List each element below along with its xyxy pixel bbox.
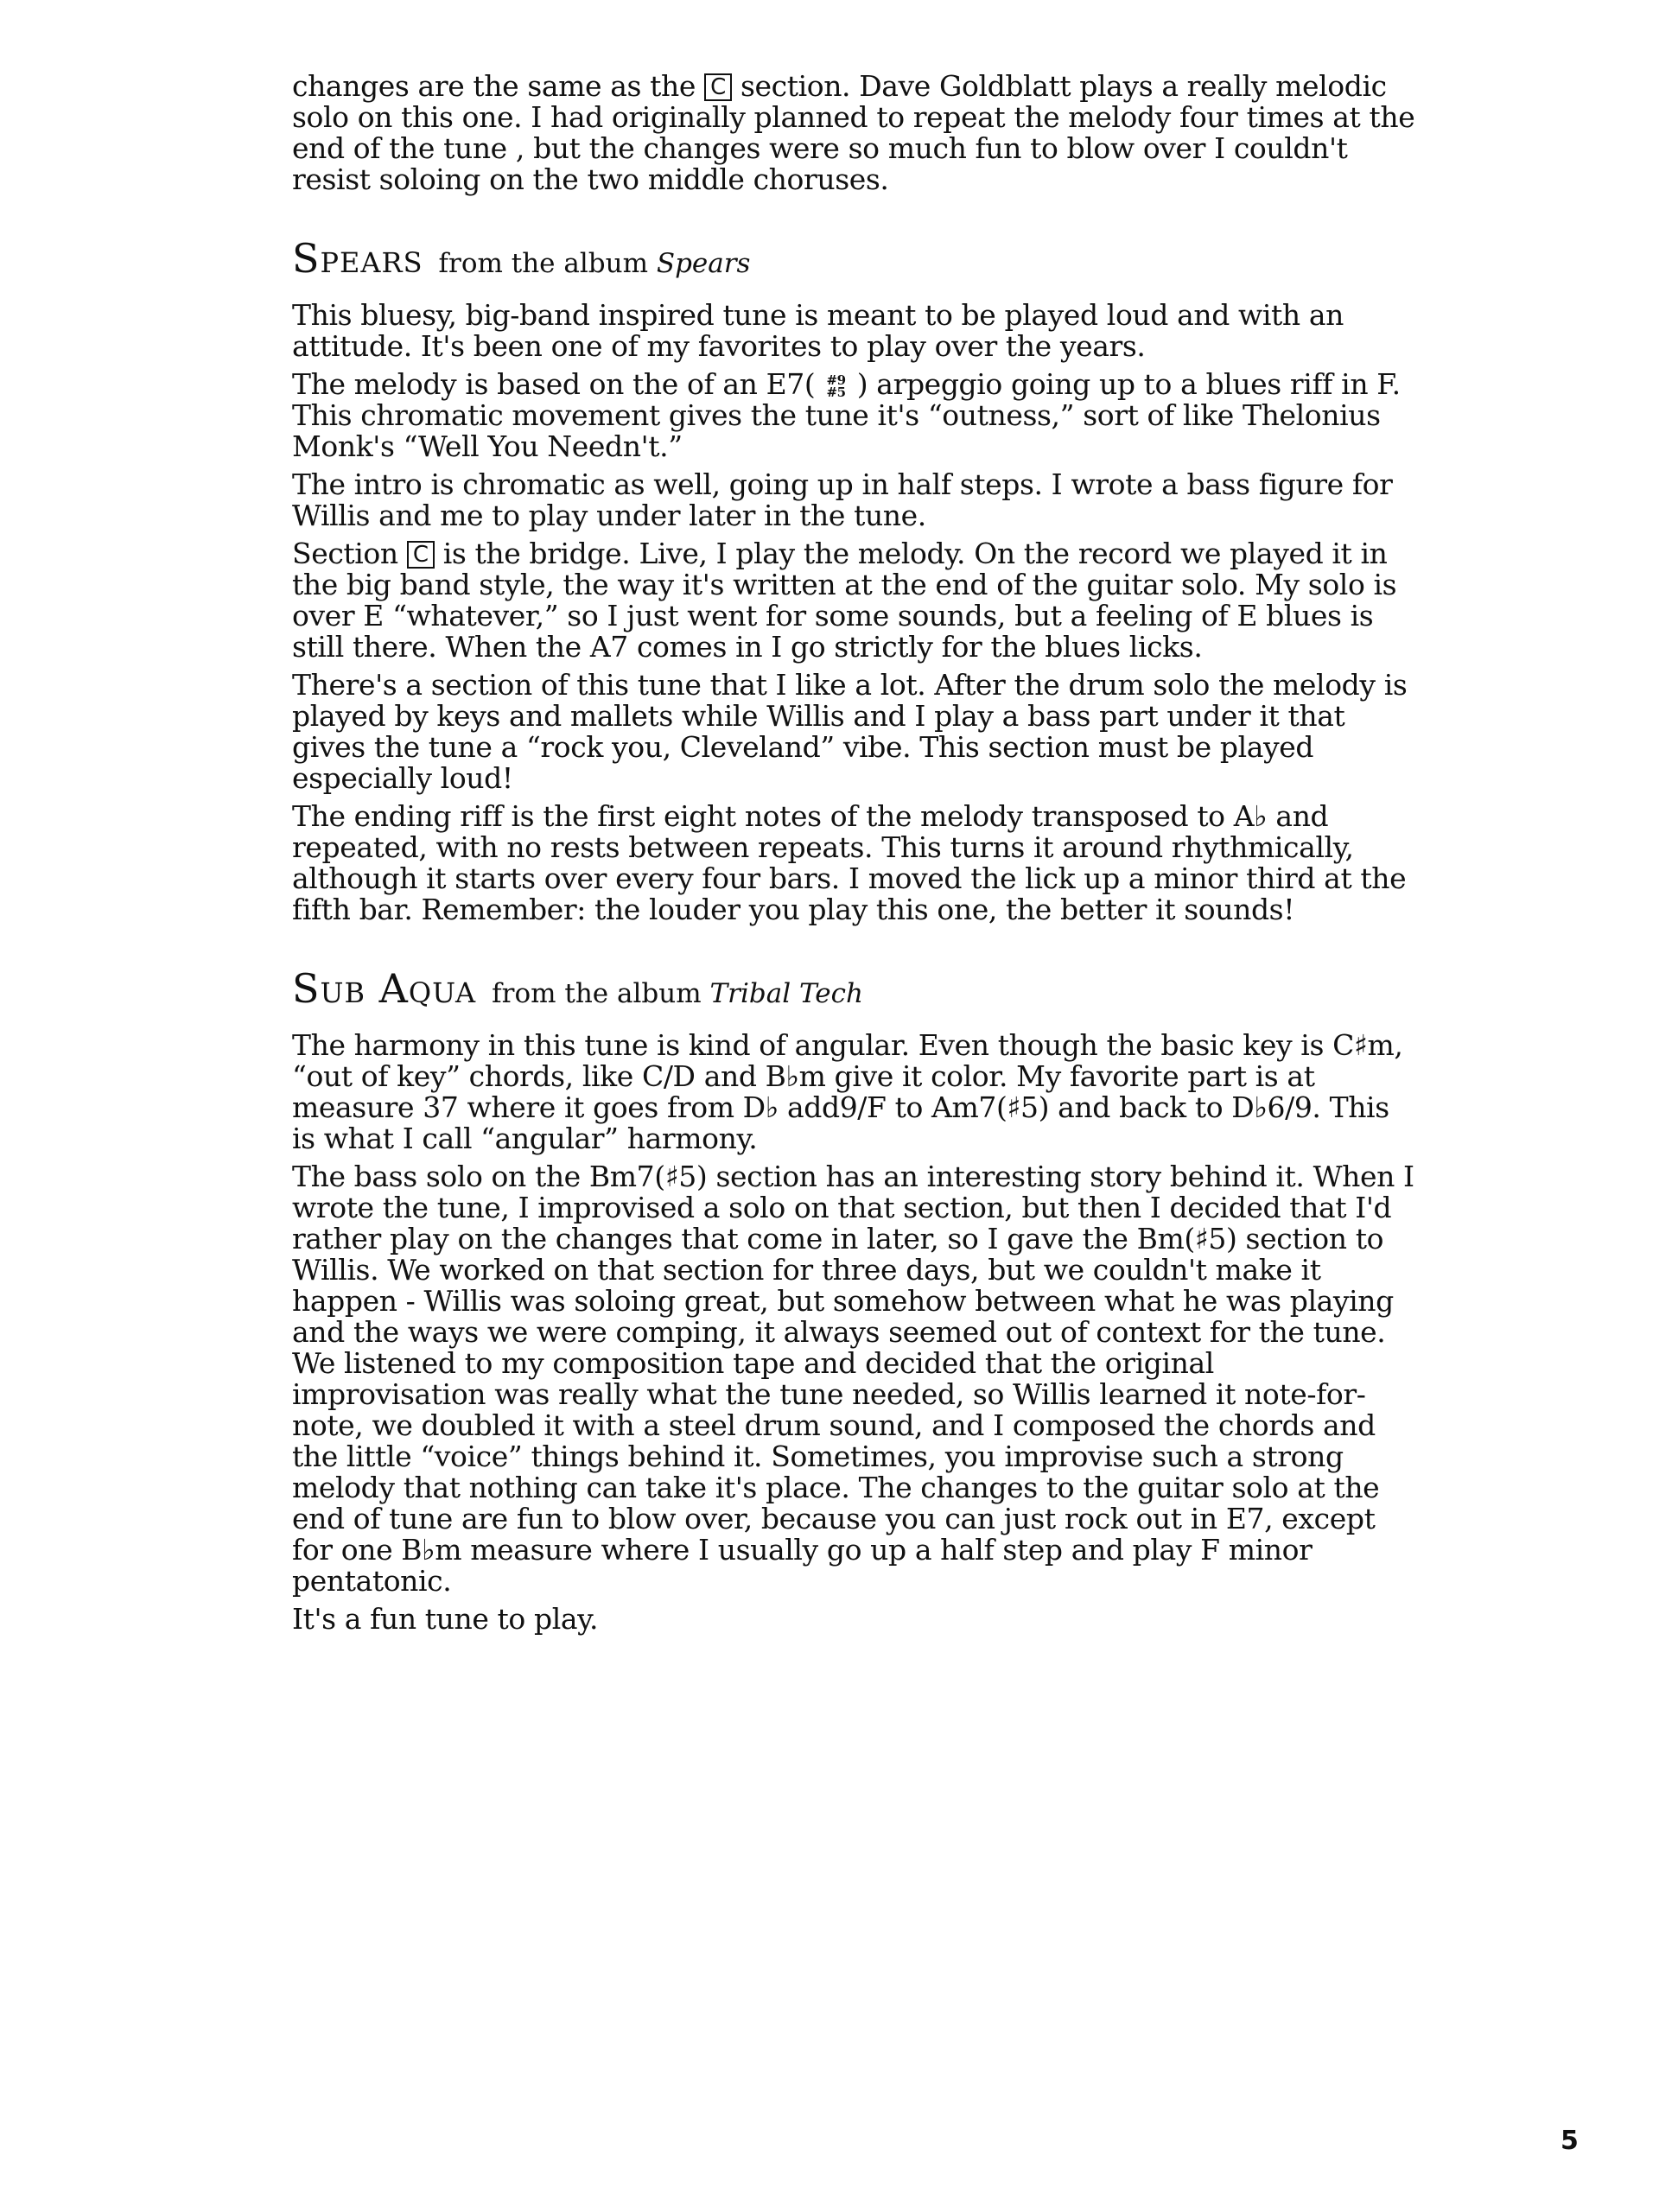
intro-text-b: section. Dave Goldblatt plays a really melodic solo on this one. I had originally planned to repeat the melody four times at the end of the tune , but the changes were so much fun to blow over I couldn't resist soloing on the two middle choruses.: [292, 69, 1415, 196]
spears-paragraph-3: The intro is chromatic as well, going up in half steps. I wrote a bass figure for Willis and me to play under later in the tune.: [292, 467, 1393, 532]
subaqua-title: Sub Aqua: [292, 965, 477, 1012]
subaqua-paragraph-1: The harmony in this tune is kind of angular. Even though the basic key is C♯m, “out of key” chords, like C/D and B♭m give it color. My favorite part is at measure 37 where it goes from D♭ add9/F to Am7(♯5) and back to D♭6/9. This is what I call “angular” harmony.: [292, 1028, 1403, 1155]
subaqua-subtitle: [492, 978, 863, 1009]
intro-paragraph: [292, 71, 1415, 195]
spears-paragraph-4: [292, 538, 1415, 663]
subaqua-paragraph-3: It's a fun tune to play.: [292, 1602, 599, 1636]
spears-paragraph-5: There's a section of this tune that I like a lot. After the drum solo the melody is played by keys and mallets while Willis and I play a bass part under it that gives the tune a “rock you, Cleveland” vibe. This section must be played especially loud!: [292, 668, 1408, 795]
spears-paragraph-2: [292, 369, 1415, 462]
section-c-box: C: [704, 73, 732, 101]
spears-album: Spears: [656, 248, 751, 279]
subaqua-sub-text: from the album: [492, 978, 710, 1009]
spears-p4-text-b: is the bridge. Live, I play the melody. On the record we played it in the big band style, the way it's written at the end of the guitar solo. My solo is over E “whatever,” so I just went for some sounds, but a feeling of E blues is still there. When the A7 comes in I go strictly for the blues licks.: [292, 537, 1397, 664]
spears-paragraph-6: The ending riff is the first eight notes of the melody transposed to A♭ and repeated, with no rests between repeats. This turns it around rhythmically, although it starts over every four bars. I moved the lick up a minor third at the fifth bar. Remember: the louder you play this one, the better it sounds!: [292, 799, 1407, 926]
spears-heading: [292, 232, 1415, 295]
chord-extension-top: #9: [826, 372, 846, 388]
chord-extension-stack: [826, 374, 845, 398]
spears-paragraph-1: This bluesy, big-band inspired tune is meant to be played loud and with an attitude. It's been one of my favorites to play over the years.: [292, 298, 1344, 363]
subaqua-album: Tribal Tech: [709, 978, 863, 1009]
spears-subtitle: [439, 248, 751, 279]
spears-p2-text-a: The melody is based on the of an E7(: [292, 367, 824, 401]
spears-p2-text-b: ) arpeggio going up to a blues riff in F. This chromatic movement gives the tune it's “outness,” sort of like Thelonius Monk's “Well You Needn't.”: [292, 367, 1401, 463]
intro-text-a: changes are the same as the: [292, 69, 705, 103]
section-c-box: C: [407, 541, 435, 569]
subaqua-paragraph-2: The bass solo on the Bm7(♯5) section has an interesting story behind it. When I wrote the tune, I improvised a solo on that section, but then I decided that I'd rather play on the changes that come in later, so I gave the Bm(♯5) section to Willis. We worked on that section for three days, but we couldn't make it happen - Willis was soloing great, but somehow between what he was playing and the ways we were comping, it always seemed out of context for the tune. We listened to my composition tape and decided that the original improvisation was really what the tune needed, so Willis learned it note-for-note, we doubled it with a steel drum sound, and I composed the chords and the little “voice” things behind it. Sometimes, you improvise such a strong melody that nothing can take it's place. The changes to the guitar solo at the end of tune are fun to blow over, because you can just rock out in E7, except for one B♭m measure where I usually go up a half step and play F minor pentatonic.: [292, 1160, 1414, 1598]
spears-sub-text: from the album: [438, 248, 657, 279]
page-body: [292, 71, 1415, 1642]
page-number: 5: [1560, 2126, 1579, 2156]
spears-title: Spears: [292, 235, 423, 282]
subaqua-heading: [292, 962, 1415, 1025]
chord-extension-bottom: #5: [826, 385, 846, 400]
spears-p4-text-a: Section: [292, 537, 407, 570]
